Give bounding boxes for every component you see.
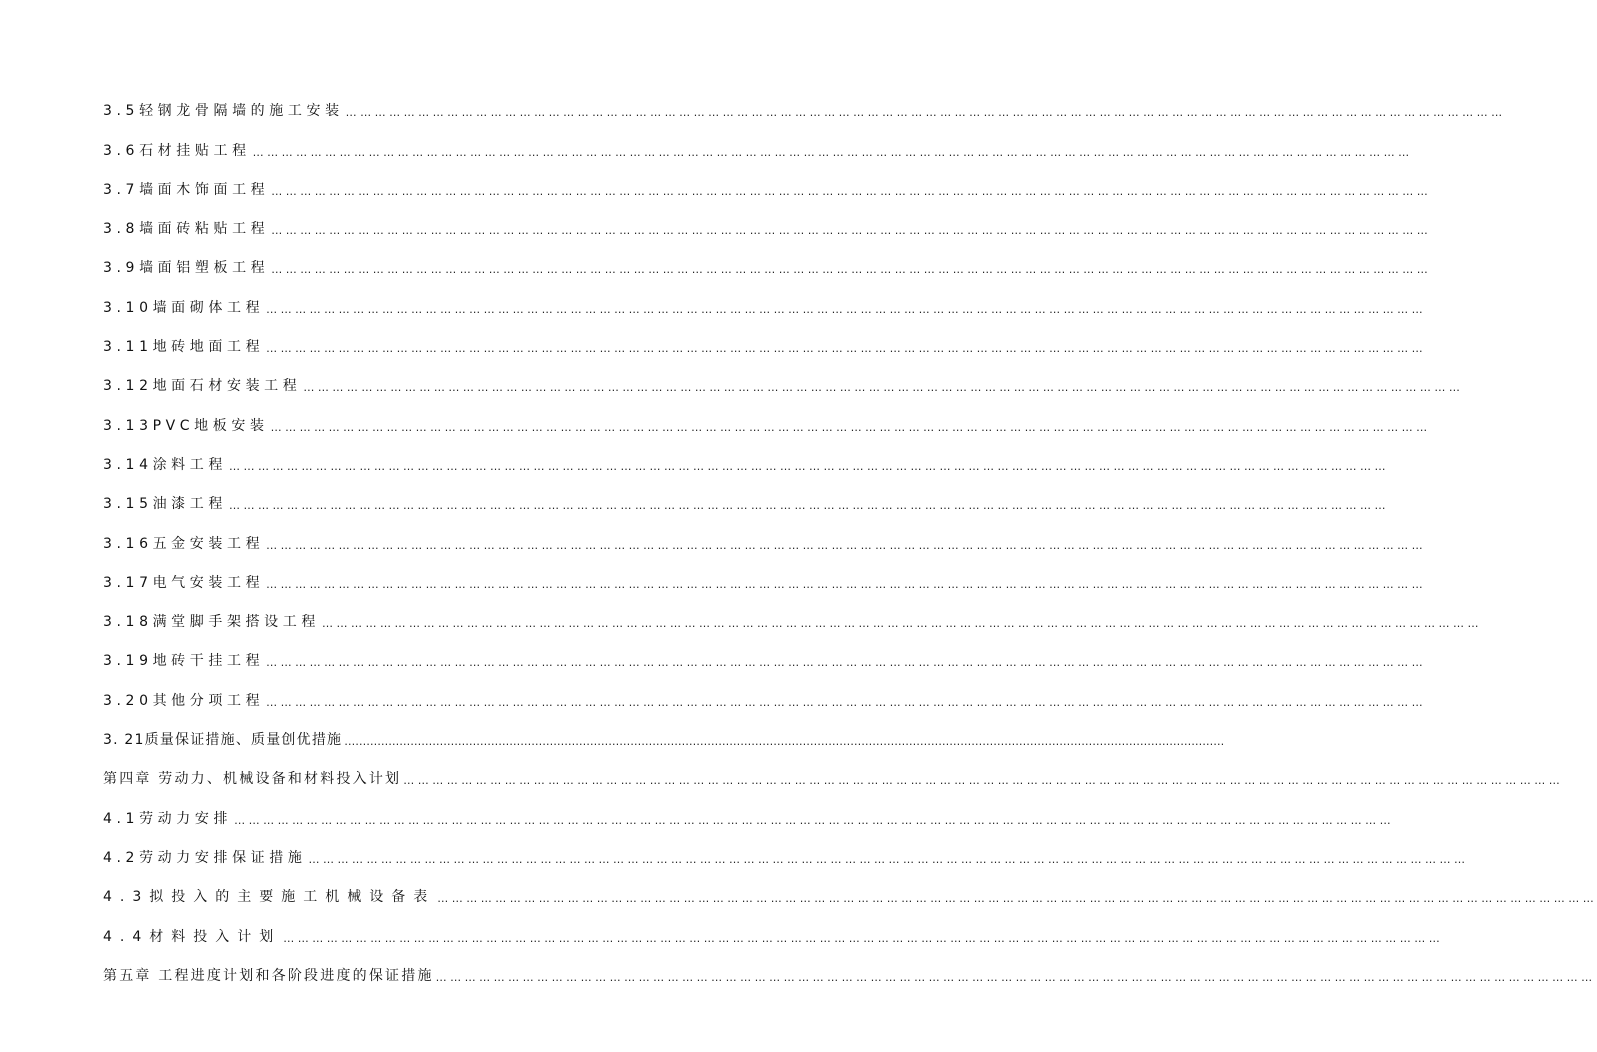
toc-entry-title: 3.19地砖干挂工程: [103, 653, 265, 670]
toc-entry-title: 3.11地砖地面工程: [103, 339, 265, 356]
toc-entry[interactable]: [103, 592, 1482, 631]
toc-dot-leader: ……………………………………………………………………………………………………………………………………………………………………………………………………………………: [228, 459, 1389, 473]
toc-entry[interactable]: [103, 199, 1432, 238]
toc-entry-title: 3.7墙面木饰面工程: [103, 181, 270, 198]
toc-dot-leader: ……………………………………………………………………………………………………………………………………………………………………………………………………………………: [303, 381, 1464, 395]
toc-entry[interactable]: [103, 710, 1225, 749]
toc-dot-leader: ……………………………………………………………………………………………………………………………………………………………………………………………………………………: [344, 735, 1225, 749]
toc-entry-title: 第四章 劳动力、机械设备和材料投入计划: [103, 771, 402, 788]
toc-dot-leader: ……………………………………………………………………………………………………………………………………………………………………………………………………………………: [283, 931, 1444, 945]
toc-entry-title: 3.5轻钢龙骨隔墙的施工安装: [103, 103, 344, 120]
toc-entry-title: 3.13PVC地板安装: [103, 417, 269, 434]
toc-entry[interactable]: [103, 631, 1427, 670]
toc-entry-title: 4.3拟投入的主要施工机械设备表: [103, 889, 436, 906]
toc-dot-leader: ……………………………………………………………………………………………………………………………………………………………………………………………………………………: [308, 852, 1469, 866]
toc-entry[interactable]: [103, 81, 1506, 120]
toc-entry-title: 第五章 工程进度计划和各阶段进度的保证措施: [103, 967, 434, 984]
toc-dot-leader: ……………………………………………………………………………………………………………………………………………………………………………………………………………………: [270, 420, 1431, 434]
toc-dot-leader: ……………………………………………………………………………………………………………………………………………………………………………………………………………………: [435, 970, 1596, 984]
toc-entry[interactable]: [103, 788, 1395, 827]
toc-entry-title: 3. 21质量保证措施、质量创优措施: [103, 732, 343, 749]
toc-entry[interactable]: [103, 946, 1596, 985]
toc-entry-title: 3.18满堂脚手架搭设工程: [103, 614, 320, 631]
toc-dot-leader: ……………………………………………………………………………………………………………………………………………………………………………………………………………………: [266, 656, 1427, 670]
toc-entry-title: 4.1劳动力安排: [103, 810, 233, 827]
toc-dot-leader: ……………………………………………………………………………………………………………………………………………………………………………………………………………………: [228, 499, 1389, 513]
toc-dot-leader: ……………………………………………………………………………………………………………………………………………………………………………………………………………………: [266, 695, 1427, 709]
toc-entry-title: 3.6石材挂贴工程: [103, 142, 251, 159]
toc-dot-leader: ……………………………………………………………………………………………………………………………………………………………………………………………………………………: [266, 342, 1427, 356]
toc-dot-leader: ……………………………………………………………………………………………………………………………………………………………………………………………………………………: [437, 892, 1597, 906]
toc-dot-leader: ……………………………………………………………………………………………………………………………………………………………………………………………………………………: [266, 577, 1427, 591]
toc-entry-title: 3.8墙面砖粘贴工程: [103, 221, 270, 238]
toc-entry-title: 3.17电气安装工程: [103, 574, 265, 591]
toc-entry[interactable]: [103, 749, 1564, 788]
toc-dot-leader: ……………………………………………………………………………………………………………………………………………………………………………………………………………………: [266, 538, 1427, 552]
toc-dot-leader: ……………………………………………………………………………………………………………………………………………………………………………………………………………………: [271, 184, 1432, 198]
toc-dot-leader: ……………………………………………………………………………………………………………………………………………………………………………………………………………………: [252, 145, 1413, 159]
toc-entry[interactable]: [103, 513, 1427, 552]
toc-entry[interactable]: [103, 553, 1427, 592]
toc-entry-title: 4.4材料投入计划: [103, 928, 282, 945]
toc-entry-title: 3.12地面石材安装工程: [103, 378, 302, 395]
toc-entry[interactable]: [103, 395, 1431, 434]
toc-dot-leader: ……………………………………………………………………………………………………………………………………………………………………………………………………………………: [403, 774, 1564, 788]
toc-entry-title: 3.20其他分项工程: [103, 692, 265, 709]
toc-dot-leader: ……………………………………………………………………………………………………………………………………………………………………………………………………………………: [345, 106, 1506, 120]
toc-entry[interactable]: [103, 317, 1427, 356]
toc-entry[interactable]: [103, 120, 1413, 159]
toc-entry[interactable]: [103, 670, 1427, 709]
table-of-contents: [103, 81, 1597, 985]
toc-entry-title: 3.9墙面铝塑板工程: [103, 260, 270, 277]
toc-entry[interactable]: [103, 160, 1432, 199]
toc-entry[interactable]: [103, 356, 1464, 395]
toc-entry-title: 3.10墙面砌体工程: [103, 299, 265, 316]
toc-dot-leader: ……………………………………………………………………………………………………………………………………………………………………………………………………………………: [234, 813, 1395, 827]
toc-entry[interactable]: [103, 277, 1427, 316]
toc-entry-title: 3.14涂料工程: [103, 456, 227, 473]
toc-dot-leader: ……………………………………………………………………………………………………………………………………………………………………………………………………………………: [321, 617, 1482, 631]
toc-entry[interactable]: [103, 906, 1444, 945]
toc-entry[interactable]: [103, 828, 1469, 867]
toc-entry[interactable]: [103, 238, 1432, 277]
toc-entry[interactable]: [103, 474, 1389, 513]
toc-entry-title: 4.2劳动力安排保证措施: [103, 849, 307, 866]
toc-entry[interactable]: [103, 867, 1597, 906]
toc-dot-leader: ……………………………………………………………………………………………………………………………………………………………………………………………………………………: [271, 224, 1432, 238]
toc-entry-title: 3.15油漆工程: [103, 496, 227, 513]
toc-entry-title: 3.16五金安装工程: [103, 535, 265, 552]
toc-entry[interactable]: [103, 435, 1389, 474]
toc-dot-leader: ……………………………………………………………………………………………………………………………………………………………………………………………………………………: [266, 302, 1427, 316]
toc-dot-leader: ……………………………………………………………………………………………………………………………………………………………………………………………………………………: [271, 263, 1432, 277]
